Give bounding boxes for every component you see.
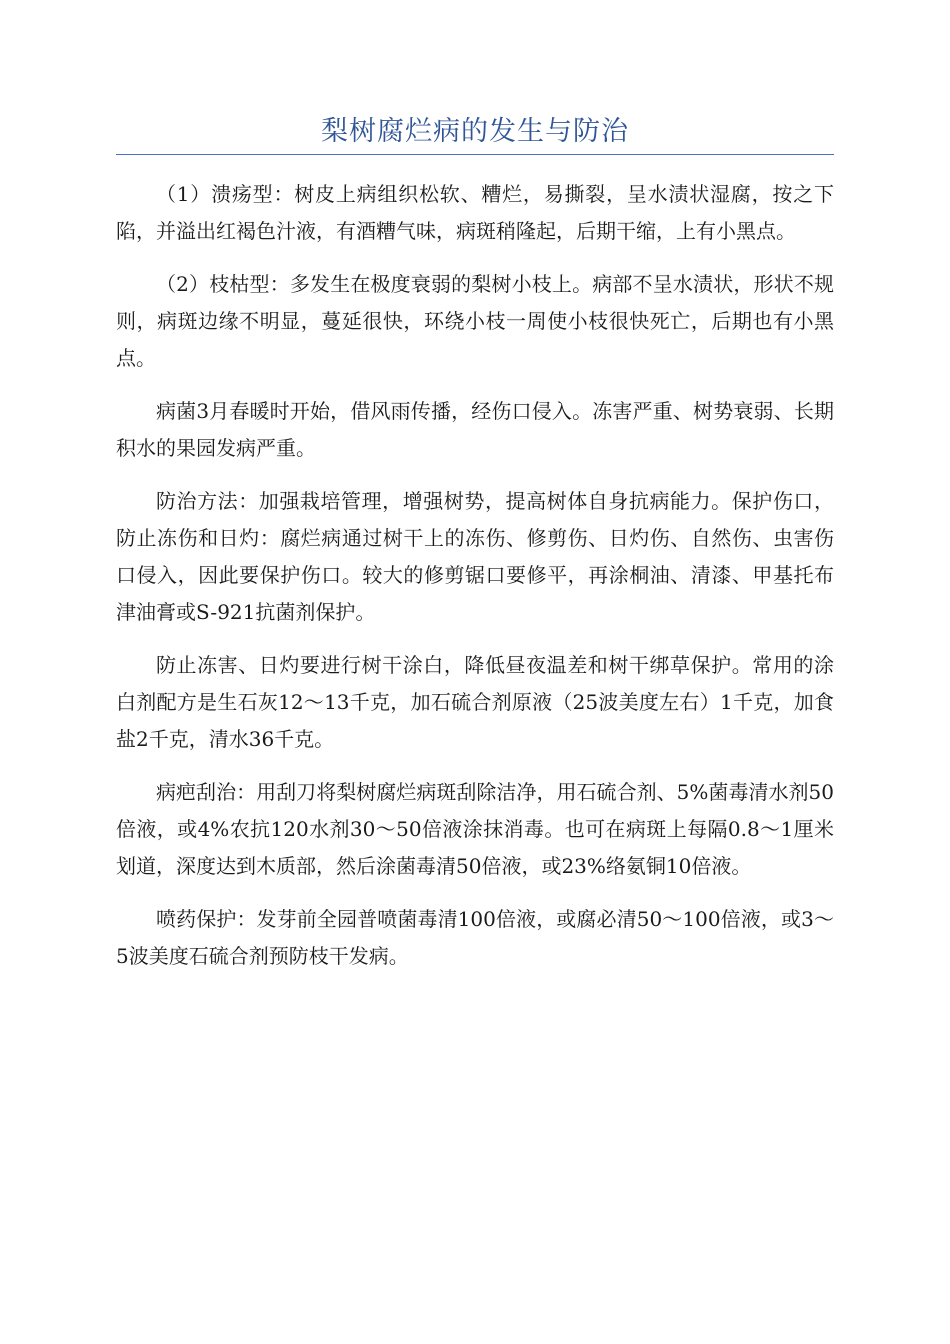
- paragraph-spray-protection: 喷药保护：发芽前全园普喷菌毒清100倍液，或腐必清50～100倍液，或3～5波美度石硫合剂预防枝干发病。: [116, 907, 834, 968]
- title-underline: [116, 154, 834, 155]
- document-title: 梨树腐烂病的发生与防治: [321, 116, 629, 147]
- paragraph-frost-prevention: 防止冻害、日灼要进行树干涂白，降低昼夜温差和树干绑草保护。常用的涂白剂配方是生石灰12～13千克，加石硫合剂原液（25波美度左右）1千克，加食盐2千克，清水36千克。: [116, 653, 834, 751]
- paragraph-ulcer-type: （1）溃疡型：树皮上病组织松软、糟烂，易撕裂，呈水渍状湿腐，按之下陷，并溢出红褐色汁液，有酒糟气味，病斑稍隆起，后期干缩，上有小黑点。: [116, 182, 834, 243]
- paragraph-branch-blight-type: （2）枝枯型：多发生在极度衰弱的梨树小枝上。病部不呈水渍状，形状不规则，病斑边缘不明显，蔓延很快，环绕小枝一周使小枝很快死亡，后期也有小黑点。: [116, 272, 834, 370]
- paragraph-pathogen: 病菌3月春暖时开始，借风雨传播，经伤口侵入。冻害严重、树势衰弱、长期积水的果园发病严重。: [116, 399, 834, 460]
- document-body: [116, 176, 834, 991]
- paragraph-scar-treatment: 病疤刮治：用刮刀将梨树腐烂病斑刮除洁净，用石硫合剂、5%菌毒清水剂50倍液，或4%农抗120水剂30～50倍液涂抹消毒。也可在病斑上每隔0.8～1厘米划道，深度达到木质部，然后涂菌毒清50倍液，或23%络氨铜10倍液。: [116, 780, 834, 878]
- paragraph-control-methods: 防治方法：加强栽培管理，增强树势，提高树体自身抗病能力。保护伤口，防止冻伤和日灼：腐烂病通过树干上的冻伤、修剪伤、日灼伤、自然伤、虫害伤口侵入，因此要保护伤口。较大的修剪锯口要修平，再涂桐油、清漆、甲基托布津油膏或S-921抗菌剂保护。: [116, 489, 834, 624]
